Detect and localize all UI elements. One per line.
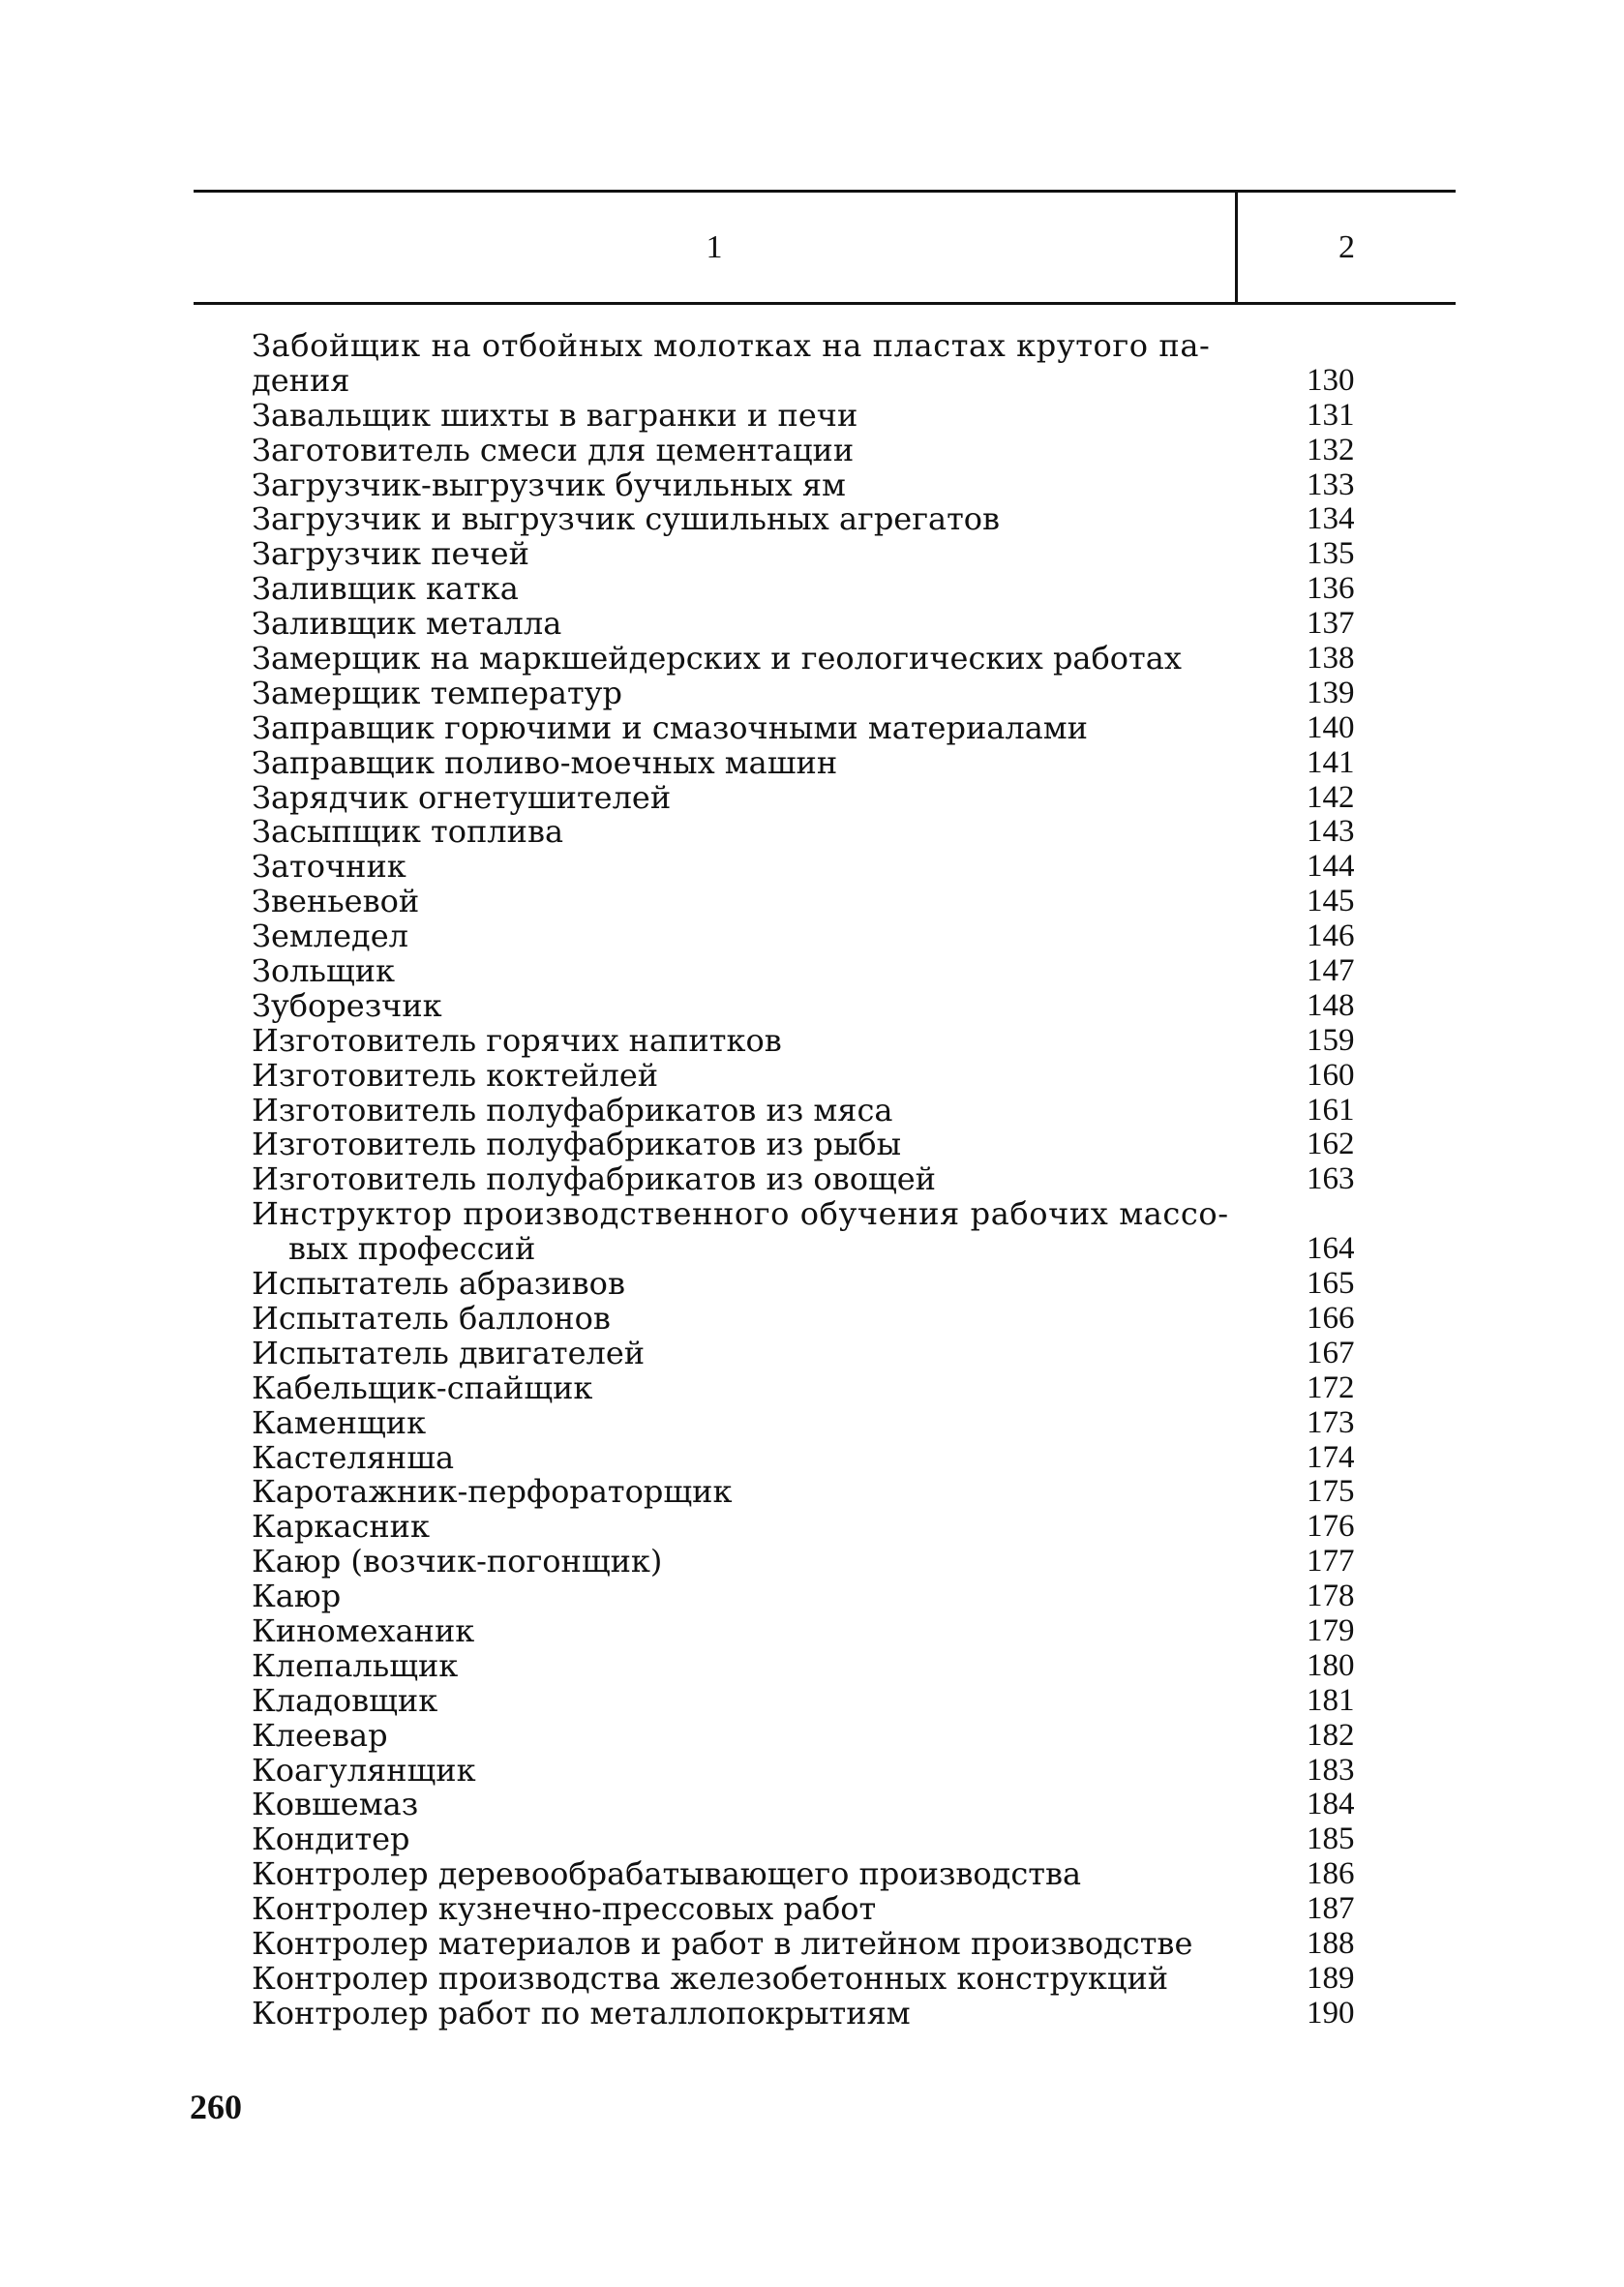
index-entry [252, 1162, 1384, 1197]
entry-name: Коагулянщик [252, 1751, 476, 1789]
entry-name: Каркасник [252, 1508, 430, 1546]
entry-page: 137 [1307, 606, 1355, 642]
index-entry [252, 1091, 1384, 1128]
entry-page: 145 [1307, 884, 1355, 919]
entry-name: Изготовитель коктейлей [252, 1056, 659, 1094]
entry-name: Заправщик горючими и смазочными материалами [252, 708, 1088, 746]
entry-page: 172 [1307, 1369, 1355, 1405]
entry-name: Каюр [252, 1578, 342, 1615]
entry-name: Забойщик на отбойных молотках на пластах крутого па- [252, 327, 1211, 364]
entry-name: Зольщик [252, 952, 396, 990]
entry-name: Контролер деревообрабатывающего производства [252, 1855, 1082, 1893]
index-entry [252, 1299, 1384, 1337]
entry-name: Заливщик катка [252, 570, 519, 608]
entry-name: Заправщик поливо-моечных машин [252, 743, 838, 781]
entry-page: 175 [1307, 1474, 1355, 1510]
entry-name: Изготовитель полуфабрикатов из мяса [252, 1091, 893, 1128]
index-entry [252, 1611, 1384, 1649]
entry-name: Загрузчик и выгрузчик сушильных агрегатов [252, 500, 1001, 538]
entry-name: Завальщик шихты в вагранки и печи [252, 396, 858, 434]
entry-page: 179 [1307, 1612, 1355, 1648]
index-entry [252, 1438, 1384, 1476]
entry-name: Загрузчик печей [252, 535, 529, 573]
entry-name: Замерщик на маркшейдерских и геологических работах [252, 640, 1182, 677]
column-1-header: 1 [706, 228, 723, 265]
index-entry [252, 1646, 1384, 1684]
index-entry [252, 642, 1384, 677]
index-entry [252, 708, 1384, 746]
column-2-header: 2 [1338, 228, 1355, 265]
entry-page: 147 [1307, 953, 1355, 989]
index-entry [252, 1197, 1384, 1232]
index-entry [252, 1475, 1384, 1510]
index-entry [252, 1857, 1384, 1892]
table-header [194, 190, 1456, 305]
entry-page: 159 [1307, 1022, 1355, 1058]
index-entry [252, 1545, 1384, 1580]
index-entry [252, 1334, 1384, 1371]
entry-page: 144 [1307, 849, 1355, 885]
index-entry [252, 1021, 1384, 1059]
entry-page: 183 [1307, 1752, 1355, 1788]
entry-name: Каменщик [252, 1403, 427, 1441]
index-entry [252, 1822, 1384, 1857]
entry-page: 182 [1307, 1717, 1355, 1753]
entry-name: Звеньевой [252, 883, 420, 920]
index-entry [252, 468, 1384, 503]
entry-name: Каротажник-перфораторщик [252, 1473, 733, 1511]
entry-page: 138 [1307, 641, 1355, 677]
entry-page: 141 [1307, 744, 1355, 780]
entry-name: Замерщик температур [252, 674, 622, 711]
entry-name: Кладовщик [252, 1681, 438, 1719]
index-entry [252, 537, 1384, 572]
entry-name: Контролер производства железобетонных конструкций [252, 1959, 1169, 1997]
entry-page: 160 [1307, 1057, 1355, 1093]
index-entry [252, 1751, 1384, 1789]
index-entry [252, 1580, 1384, 1614]
entry-page: 134 [1307, 501, 1355, 537]
index-entry [252, 850, 1384, 885]
index-entry [252, 743, 1384, 781]
entry-name: Зарядчик огнетушителей [252, 778, 672, 816]
index-entry [252, 1232, 1384, 1267]
index-entry [252, 1994, 1384, 2031]
entry-page: 178 [1307, 1579, 1355, 1614]
entry-page: 166 [1307, 1300, 1355, 1336]
entry-page: 133 [1307, 466, 1355, 502]
entry-page: 135 [1307, 536, 1355, 572]
entry-page: 130 [1307, 362, 1355, 398]
entry-page: 162 [1307, 1127, 1355, 1162]
entry-name: Ковшемаз [252, 1786, 419, 1823]
profession-index-list [252, 329, 1384, 2031]
index-entry [252, 1371, 1384, 1406]
entry-name: Клеевар [252, 1716, 388, 1754]
entry-page: 136 [1307, 571, 1355, 607]
index-entry [252, 329, 1384, 364]
entry-page: 165 [1307, 1266, 1355, 1302]
entry-page: 186 [1307, 1856, 1355, 1892]
entry-page: 142 [1307, 779, 1355, 815]
entry-page: 132 [1307, 432, 1355, 467]
entry-name: Клепальщик [252, 1646, 459, 1684]
index-entry [252, 607, 1384, 642]
page-number: 260 [190, 2088, 242, 2126]
index-entry [252, 1403, 1384, 1441]
entry-page: 188 [1307, 1925, 1355, 1961]
entry-page: 181 [1307, 1682, 1355, 1718]
entry-name: Контролер кузнечно-прессовых работ [252, 1890, 877, 1928]
index-entry [252, 1128, 1384, 1162]
entry-name: Заточник [252, 848, 406, 886]
entry-page: 164 [1307, 1231, 1355, 1267]
index-entry [252, 885, 1384, 919]
entry-name: Контролер материалов и работ в литейном производстве [252, 1924, 1193, 1962]
entry-name: вых профессий [288, 1230, 536, 1268]
entry-name: Заливщик металла [252, 605, 562, 643]
entry-page: 174 [1307, 1439, 1355, 1475]
entry-page: 177 [1307, 1544, 1355, 1580]
entry-page: 143 [1307, 814, 1355, 850]
entry-name: Кастелянша [252, 1438, 455, 1476]
entry-name: Испытатель баллонов [252, 1299, 611, 1337]
index-entry [252, 431, 1384, 468]
index-entry [252, 954, 1384, 989]
index-entry [252, 1716, 1384, 1754]
index-entry [252, 1959, 1384, 1997]
entry-page: 163 [1307, 1161, 1355, 1197]
index-entry [252, 502, 1384, 537]
entry-name: Земледел [252, 918, 408, 955]
entry-page: 139 [1307, 675, 1355, 710]
entry-page: 189 [1307, 1960, 1355, 1996]
entry-name: Испытатель двигателей [252, 1334, 646, 1371]
entry-name: Кабельщик-спайщик [252, 1369, 593, 1406]
entry-page: 161 [1307, 1092, 1355, 1128]
entry-name: Киномеханик [252, 1611, 475, 1649]
entry-page: 190 [1307, 1995, 1355, 2031]
index-entry [252, 815, 1384, 850]
entry-name: Засыпщик топлива [252, 813, 564, 851]
index-entry [252, 1267, 1384, 1302]
entry-page: 167 [1307, 1335, 1355, 1370]
entry-name: Загрузчик-выгрузчик бучильных ям [252, 466, 846, 503]
index-entry [252, 778, 1384, 816]
header-bottom-rule [194, 302, 1456, 305]
index-entry [252, 674, 1384, 711]
entry-page: 176 [1307, 1509, 1355, 1545]
index-entry [252, 1056, 1384, 1094]
entry-page: 187 [1307, 1891, 1355, 1927]
entry-page: 184 [1307, 1787, 1355, 1822]
index-entry [252, 986, 1384, 1024]
index-entry [252, 919, 1384, 954]
entry-name: Испытатель абразивов [252, 1265, 625, 1303]
entry-page: 148 [1307, 987, 1355, 1023]
entry-page: 185 [1307, 1821, 1355, 1857]
index-entry [252, 361, 1384, 399]
index-entry [252, 1924, 1384, 1962]
entry-name: Изготовитель полуфабрикатов из овощей [252, 1160, 936, 1198]
entry-name: Изготовитель полуфабрикатов из рыбы [252, 1126, 902, 1163]
entry-name: Изготовитель горячих напитков [252, 1021, 782, 1059]
index-entry [252, 1510, 1384, 1545]
index-entry [252, 1892, 1384, 1927]
index-entry [252, 1788, 1384, 1822]
entry-name: дения [252, 361, 350, 399]
entry-name: Каюр (возчик-погонщик) [252, 1543, 663, 1580]
index-entry [252, 572, 1384, 607]
index-entry [252, 396, 1384, 434]
entry-name: Инструктор производственного обучения рабочих массо- [252, 1195, 1229, 1233]
entry-page: 180 [1307, 1647, 1355, 1683]
entry-page: 146 [1307, 918, 1355, 954]
entry-name: Контролер работ по металлопокрытиям [252, 1994, 911, 2031]
index-entry [252, 1681, 1384, 1719]
entry-name: Зуборезчик [252, 986, 442, 1024]
entry-page: 131 [1307, 397, 1355, 433]
entry-page: 140 [1307, 709, 1355, 745]
entry-page: 173 [1307, 1404, 1355, 1440]
entry-name: Кондитер [252, 1821, 410, 1858]
entry-name: Заготовитель смеси для цементации [252, 431, 855, 468]
